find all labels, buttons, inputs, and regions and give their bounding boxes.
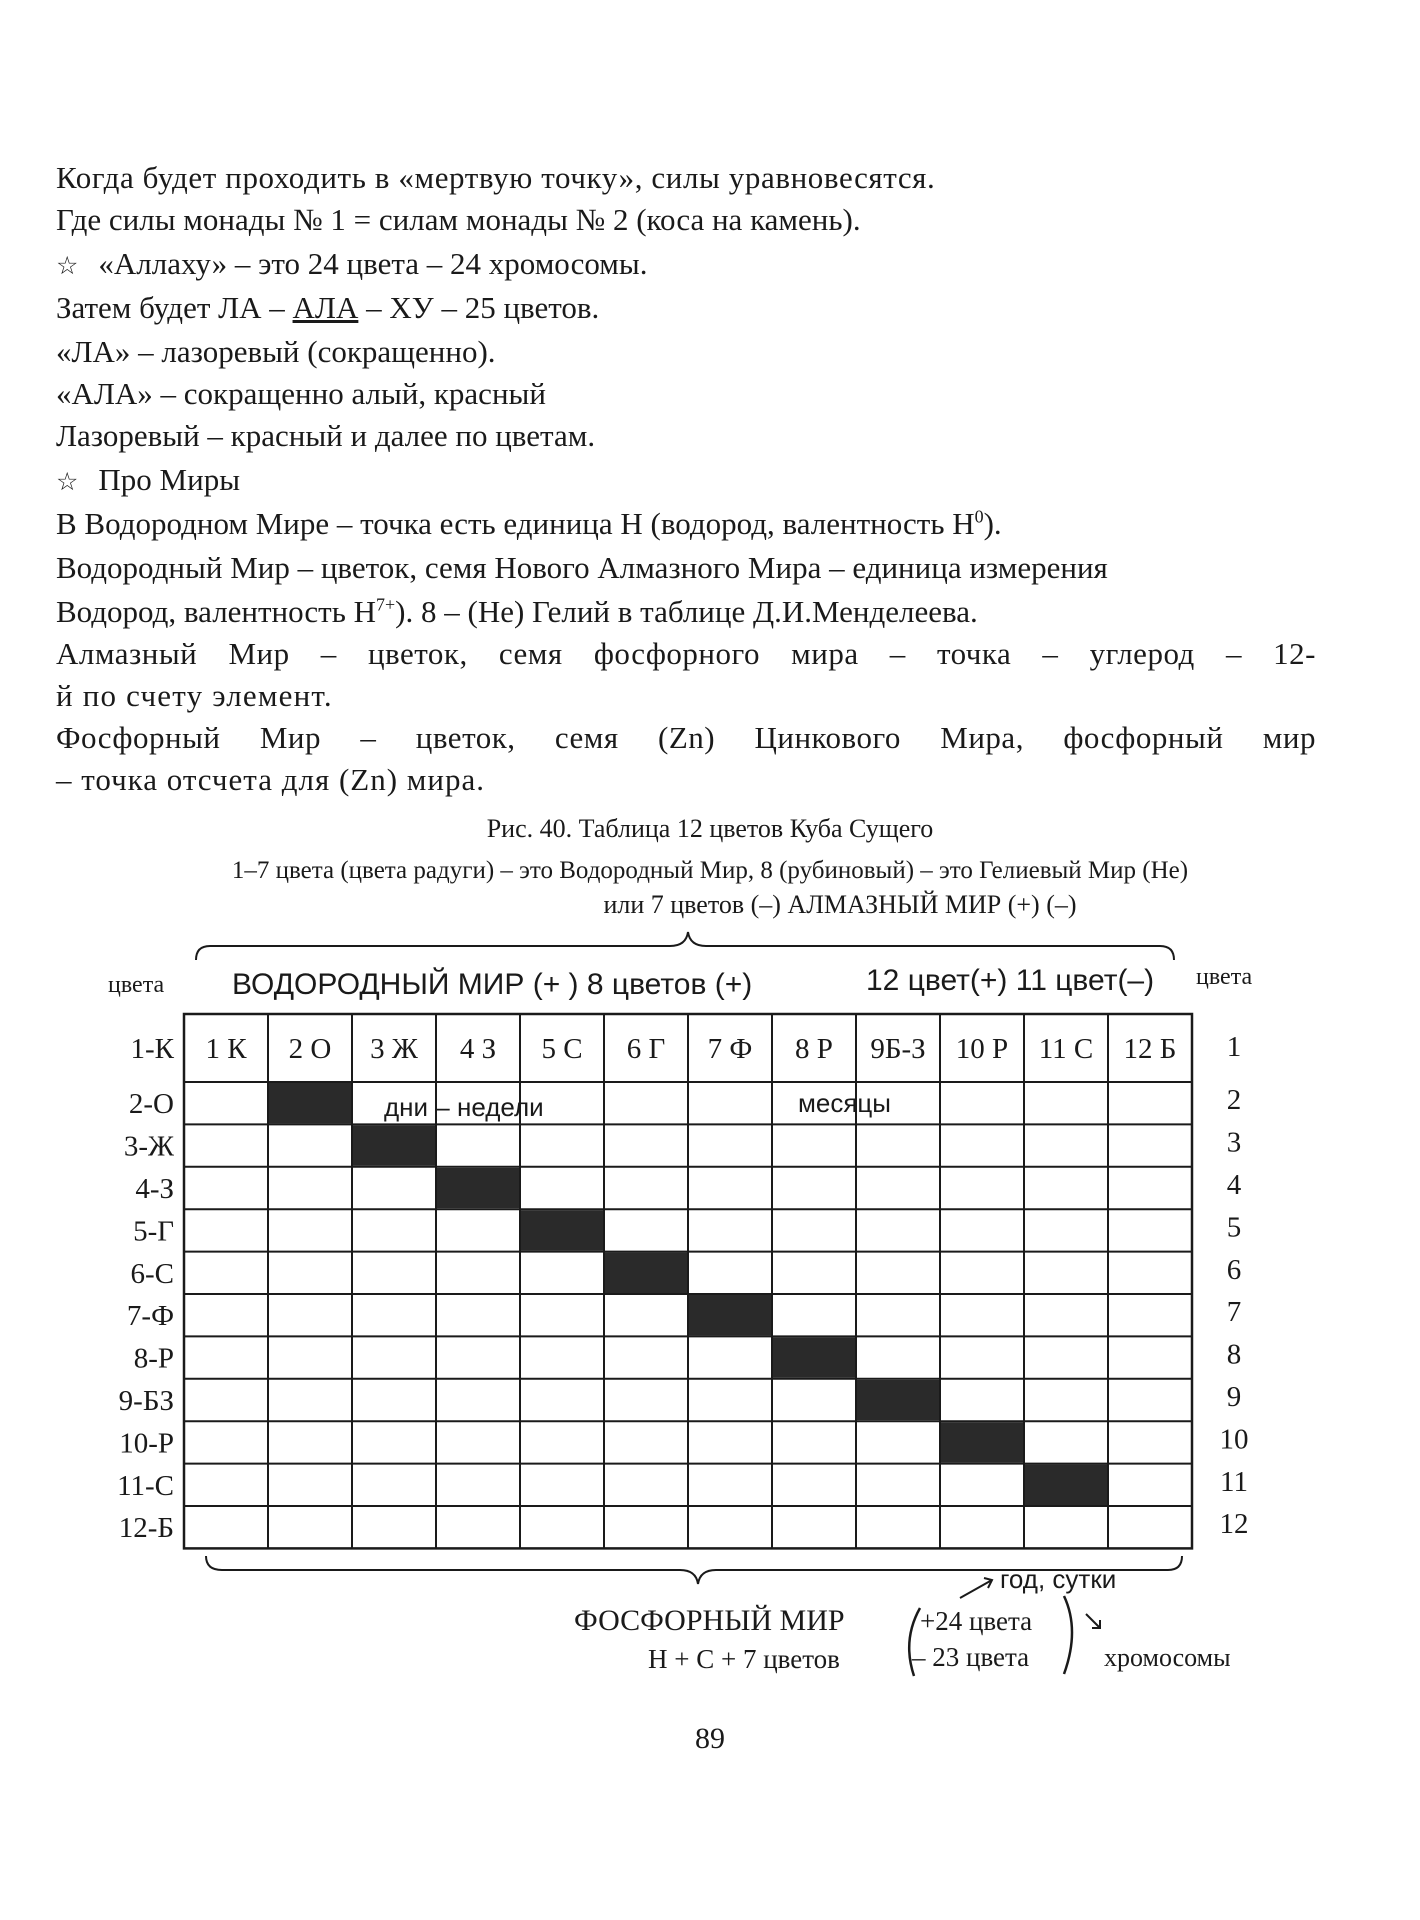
row-label: 8-Р [133, 1342, 174, 1375]
row-label: 1-К [130, 1033, 174, 1065]
filled-cell [857, 1380, 939, 1420]
column-header: 5 С [541, 1033, 583, 1065]
row-label: 9-БЗ [118, 1385, 174, 1417]
text-line-12: Алмазный Мир – цветок, семя фосфорного мира – точка – углерод – 12- [56, 636, 1316, 671]
right-number: 6 [1226, 1253, 1242, 1286]
right-number: 7 [1226, 1296, 1242, 1329]
arrow-icon-2 [1086, 1614, 1100, 1628]
row-label: 10-Р [119, 1427, 174, 1460]
figure-subcaption-2: или 7 цветов (–) АЛМАЗНЫЙ МИР (+) (–) [603, 890, 1077, 919]
right-header: цвета [1196, 964, 1253, 990]
right-number: 8 [1226, 1338, 1242, 1371]
page-number: 89 [695, 1722, 725, 1755]
text-line-6: «АЛА» – сокращенно алый, красный [56, 376, 546, 411]
column-header: 1 К [205, 1033, 247, 1065]
right-number: 11 [1220, 1465, 1248, 1498]
text-line-2: Где силы монады № 1 = силам монады № 2 (коса на камень). [56, 202, 861, 237]
filled-cell [689, 1295, 771, 1335]
text-line-9: В Водородном Мире – точка есть единица Н (водород, валентность $Н^0$). [56, 506, 1002, 541]
minus-23-label: – 23 цвета [912, 1642, 1030, 1672]
right-number: 9 [1226, 1381, 1242, 1413]
plus-24-label: +24 цвета [920, 1606, 1033, 1636]
phosphor-world-label: ФОСФОРНЫЙ МИР [574, 1604, 845, 1637]
right-number: 10 [1219, 1423, 1249, 1456]
figure-caption: Рис. 40. Таблица 12 цветов Куба Сущего [486, 814, 934, 843]
right-paren [1064, 1596, 1072, 1674]
text-line-4: Затем будет ЛА – АЛА – ХУ – 25 цветов. [56, 290, 600, 325]
right-number: 5 [1226, 1211, 1242, 1244]
column-header: 7 Ф [707, 1033, 753, 1065]
row-label: 11-С [117, 1469, 174, 1502]
filled-cell [353, 1125, 435, 1165]
right-number: 4 [1226, 1169, 1242, 1201]
column-header: 9Б-З [870, 1033, 926, 1065]
god-sutki-label: год, сутки [1000, 1564, 1117, 1594]
filled-cell [1025, 1465, 1107, 1505]
filled-cell [269, 1083, 351, 1123]
row-label: 3-Ж [123, 1130, 174, 1163]
row-label: 4-З [135, 1173, 174, 1205]
column-header: 11 С [1038, 1033, 1094, 1065]
column-header: 4 З [459, 1033, 497, 1065]
row-label: 7-Ф [126, 1300, 174, 1333]
text-line-5: «ЛА» – лазоревый (сокращенно). [56, 334, 496, 369]
text-line-1: Когда будет проходить в «мертвую точку», силы уравновесятся. [56, 160, 936, 195]
filled-cell [773, 1337, 855, 1377]
column-header: 12 Б [1123, 1033, 1177, 1065]
right-number: 3 [1226, 1126, 1242, 1159]
right-number: 12 [1219, 1508, 1249, 1541]
star-icon: ☆ [56, 467, 79, 496]
row-labels [117, 1033, 175, 1544]
filled-cell [521, 1210, 603, 1250]
text-line-3: ☆ «Аллаху» – это 24 цвета – 24 хромосомы. [56, 246, 648, 281]
right-numbers [1220, 1031, 1249, 1540]
row-label: 2-О [128, 1088, 174, 1121]
row-label: 5-Г [133, 1215, 174, 1248]
arrow-icon [960, 1578, 992, 1598]
top-label-hydrogen: ВОДОРОДНЫЙ МИР (+ ) 8 цветов (+) [232, 968, 753, 1001]
column-header: 2 О [288, 1033, 332, 1065]
left-header: цвета [108, 972, 165, 998]
text-line-13: й по счету элемент. [56, 678, 333, 713]
filled-cell [941, 1422, 1023, 1462]
right-number: 1 [1226, 1031, 1242, 1063]
text-line-7: Лазоревый – красный и далее по цветам. [56, 418, 596, 453]
figure-subcaption-1: 1–7 цвета (цвета радуги) – это Водородный Мир, 8 (рубиновый) – это Гелиевый Мир (Не) [231, 857, 1189, 884]
text-line-15: – точка отсчета для (Zn) мира. [56, 762, 486, 797]
text-line-11: Водород, валентность $Н^{7+}$). 8 – (Не) Гелий в таблице Д.И.Менделеева. [56, 594, 978, 629]
star-icon: ☆ [56, 251, 79, 280]
row-label: 12-Б [118, 1512, 174, 1545]
note-months: месяцы [798, 1088, 891, 1118]
filled-cell [437, 1168, 519, 1208]
column-header: 3 Ж [370, 1033, 418, 1065]
formula-label: Н + С + 7 цветов [648, 1644, 840, 1674]
note-days: дни – недели [384, 1092, 544, 1122]
top-brace [196, 932, 1174, 960]
column-header: 6 Г [626, 1033, 666, 1065]
row-label: 6-С [130, 1257, 174, 1290]
text-line-14: Фосфорный Мир – цветок, семя (Zn) Цинкового Мира, фосфорный мир [56, 720, 1316, 755]
filled-cell [605, 1253, 687, 1293]
top-label-diamond: 12 цвет(+) 11 цвет(–) [866, 964, 1155, 997]
text-line-10: Водородный Мир – цветок, семя Нового Алмазного Мира – единица измерения [56, 550, 1108, 585]
right-number: 2 [1226, 1084, 1242, 1117]
text-line-8: ☆ Про Миры [56, 462, 241, 497]
chromosomes-label: хромосомы [1104, 1643, 1231, 1672]
column-header: 10 Р [955, 1033, 1009, 1065]
column-header: 8 Р [795, 1033, 833, 1065]
